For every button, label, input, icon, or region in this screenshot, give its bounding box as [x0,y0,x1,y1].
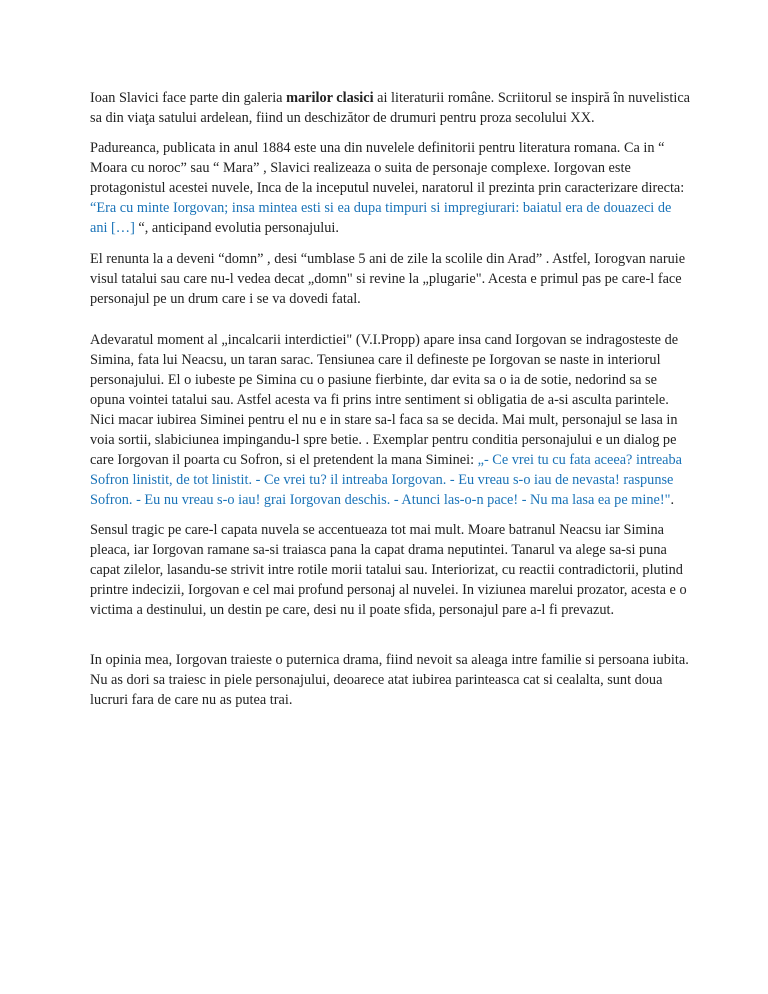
intro-bold-phrase: marilor clasici [286,90,374,106]
paragraph-sens-tragic: Sensul tragic pe care-l capata nuvela se accentueaza tot mai mult. Moare batranul Neacsu iar Simina pleaca, iar Iorgovan ramane sa-si traiasca pana la capat drama neputintei. Tanarul va alege sa-si puna capat zilelor, lasandu-se strivit intre rotile morii tatalui sau. Interiorizat, cu reactii contradictorii, plutind printre indecizii, Iorgovan e cel mai profund personaj al nuvelei. In viziunea marelui prozator, acesta e o victima a destinului, un destin pe care, desi nu il poate sfida, personajul pare a-l fi prevazut. [90,522,687,618]
padureanca-quote: “Era cu minte Iorgovan; insa mintea esti si ea dupa timpuri si impregiurari: baiatul era de douazeci de ani […] [90,200,672,236]
paragraph-interdictie [90,330,690,510]
intro-text-after: ai literaturii române. Scriitorul se inspiră în nuvelistica sa din viaţa satului ardelean, fiind un deschizător de drumuri pentru proza secolului XX. [90,90,691,126]
interdictie-text-after: . [670,492,675,508]
document-page [90,88,690,710]
padureanca-text-after: “, anticipand evolutia personajului. [134,220,339,236]
paragraph-renunta: El renunta la a deveni “domn” , desi “umblase 5 ani de zile la scolile din Arad” . Astfel, Iorogvan naruie visul tatalui sau care nu-l vedea decat „domn" si revine la „plugarie". Acesta e primul pas pe care-l face personajul pe un drum care i se va dovedi fatal. [90,251,686,307]
paragraph-opinie: In opinia mea, Iorgovan traieste o puternica drama, fiind nevoit sa aleaga intre familie si persoana iubita. Nu as dori sa traiesc in piele personajului, deoarece atat iubirea parinteasca cat si cealalta, sunt doua lucruri fara de care nu as putea trai. [90,652,689,708]
dialog-quote: „- Ce vrei tu cu fata aceea? intreaba Sofron linistit, de tot linistit. - Ce vrei tu? il intreaba Iorgovan. - Eu vreau s-o iau de nevasta! raspunse Sofron. - Eu nu vreau s-o iau! grai Iorgovan deschis. - Atunci las-o-n pace! - Nu ma lasa ea pe mine!" [90,452,683,508]
interdictie-text-before: Adevaratul moment al „incalcarii interdictiei" (V.I.Propp) apare insa cand Iorgovan se indragosteste de Simina, fata lui Neacsu, un taran sarac. Tensiunea care il defineste pe Iorgovan se naste in interiorul personajului. El o iubeste pe Simina cu o pasiune fierbinte, dar evita sa o ia de sotie, nedorind sa se opuna vointei tatalui sau. Astfel acesta va fi prins intre sentiment si obligatia de a-si asculta parintele. Nici macar iubirea Siminei pentru el nu e in stare sa-l faca sa se decida. Mai mult, personajul se lasa in voia sortii, slabiciunea impingandu-l spre betie. . Exemplar pentru conditia personajului e un dialog pe care Iorgovan il poarta cu Sofron, si el pretendent la mana Siminei: [90,332,679,468]
padureanca-text-before: Padureanca, publicata in anul 1884 este una din nuvelele definitorii pentru literatura romana. Ca in “ Moara cu noroc” sau “ Mara” , Slavici realizeaza o suita de personaje complexe. Iorgovan este protagonistul acestei nuvele, Inca de la inceputul nuvelei, naratorul il prezinta prin caracterizare directa: [90,140,685,196]
intro-text-before: Ioan Slavici face parte din galeria [90,90,287,106]
paragraph-padureanca [90,138,690,238]
paragraph-intro [90,88,690,128]
